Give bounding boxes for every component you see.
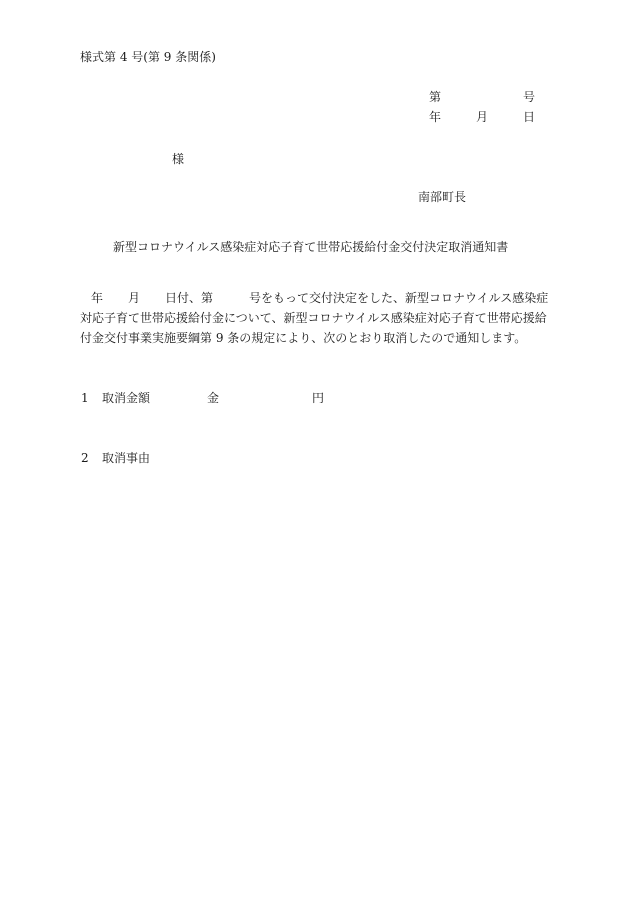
issue-date-month: 月 [476,110,489,124]
body-date-year: 年 [91,291,104,305]
body-line-2: 対応子育て世帯応援給付金について、新型コロナウイルス感染症対応子育て世帯応援給 [80,311,547,325]
document-number-suffix: 号 [523,90,536,104]
document-title: 新型コロナウイルス感染症対応子育て世帯応援給付金交付決定取消通知書 [113,240,509,254]
document-number-prefix: 第 [429,90,442,104]
item-label: 取消事由 [102,451,151,465]
issuer-name: 南部町長 [418,190,467,204]
item-label: 取消金額 [102,391,151,405]
body-line-1: 号をもって交付決定をした、新型コロナウイルス感染症 [249,291,549,305]
item-number: 1 [81,391,89,405]
body-date-day-number-prefix: 日付、第 [165,291,214,305]
body-line-3: 付金交付事業実施要綱第 9 条の規定により、次のとおり取消したので通知します。 [80,331,527,345]
issue-date-day: 日 [523,110,536,124]
addressee-honorific: 様 [172,152,185,166]
form-reference: 様式第 4 号(第 9 条関係) [80,50,216,64]
body-date-month: 月 [128,291,141,305]
item-number: 2 [81,451,89,465]
issue-date-year: 年 [429,110,442,124]
amount-prefix: 金 [207,391,220,405]
amount-unit: 円 [312,391,325,405]
